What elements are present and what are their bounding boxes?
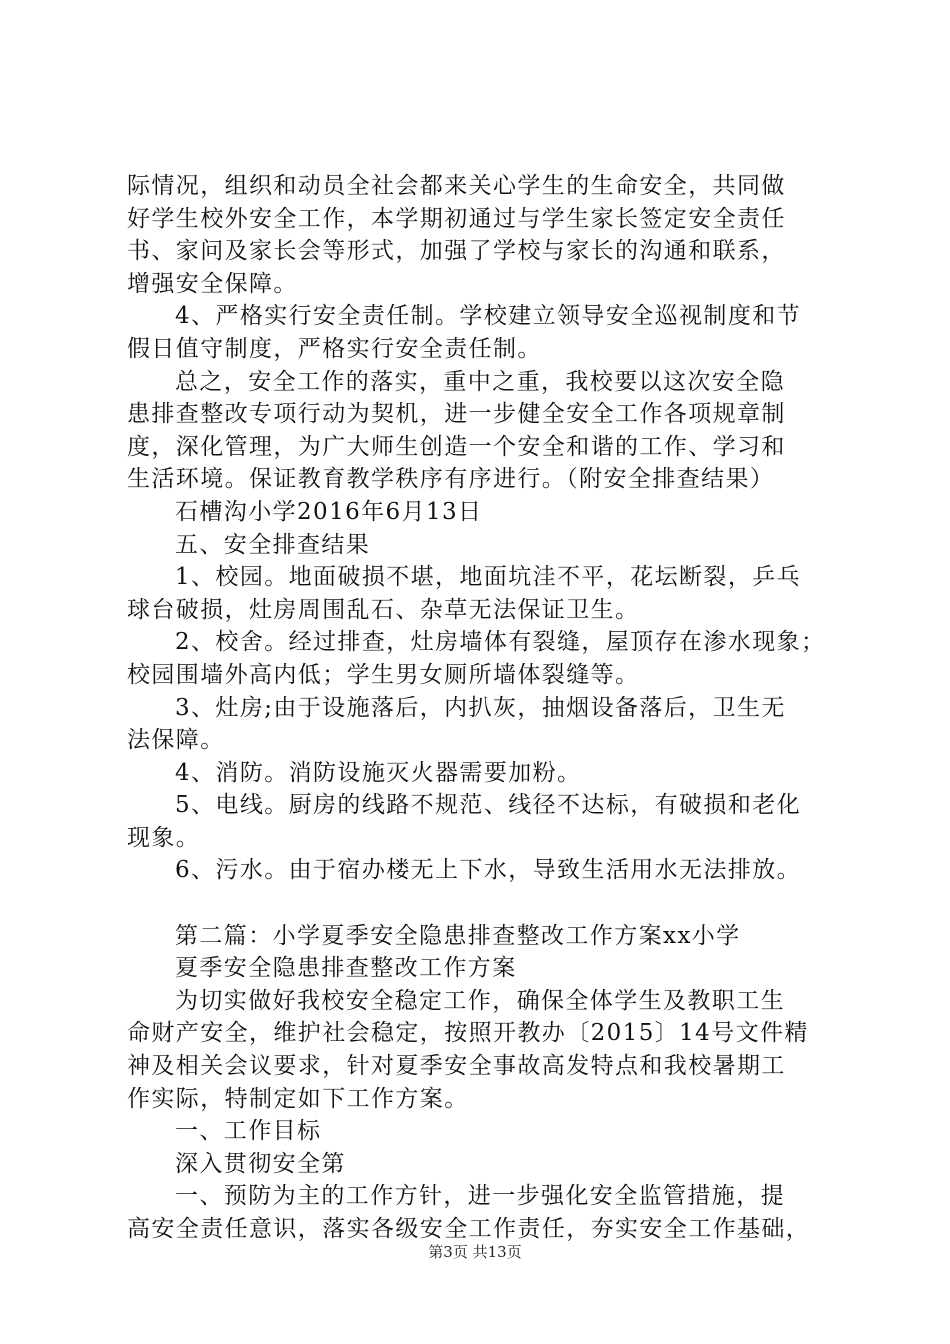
text-line: 神及相关会议要求，针对夏季安全事故高发特点和我校暑期工	[127, 1053, 786, 1080]
text-line: 一、预防为主的工作方针，进一步强化安全监管措施，提	[175, 1183, 785, 1210]
text-line: 为切实做好我校安全稳定工作，确保全体学生及教职工生	[175, 987, 785, 1014]
text-line: 6、污水。由于宿办楼无上下水，导致生活用水无法排放。	[175, 857, 802, 884]
text-line: 患排查整改专项行动为契机，进一步健全安全工作各项规章制	[127, 401, 786, 428]
text-line: 球台破损，灶房周围乱石、杂草无法保证卫生。	[127, 596, 640, 623]
text-line: 5、电线。厨房的线路不规范、线径不达标，有破损和老化	[175, 792, 802, 819]
section-heading: 五、安全排查结果	[175, 531, 371, 558]
text-line: 命财产安全，维护社会稳定，按照开教办〔2015〕14号文件精	[127, 1020, 809, 1047]
text-line: 生活环境。保证教育教学秩序有序进行。（附安全排查结果）	[127, 466, 775, 493]
page-footer: 第3页 共13页	[428, 1243, 522, 1261]
chapter-heading: 第二篇：小学夏季安全隐患排查整改工作方案xx小学	[175, 922, 741, 949]
text-line: 1、校园。地面破损不堪，地面坑洼不平，花坛断裂，乒乓	[175, 564, 802, 591]
text-line: 2、校舍。经过排查，灶房墙体有裂缝，屋顶存在渗水现象；	[175, 629, 826, 656]
signature-date: 石槽沟小学2016年6月13日	[175, 498, 483, 525]
document-body	[127, 170, 832, 1246]
text-line: 增强安全保障。	[127, 270, 298, 297]
text-line: 4、严格实行安全责任制。学校建立领导安全巡视制度和节	[175, 303, 802, 330]
text-line: 现象。	[127, 824, 201, 851]
text-line: 书、家问及家长会等形式，加强了学校与家长的沟通和联系，	[127, 238, 786, 265]
text-line: 际情况，组织和动员全社会都来关心学生的生命安全，共同做	[127, 173, 786, 199]
section-heading: 一、工作目标	[175, 1118, 322, 1145]
text-line: 作实际，特制定如下工作方案。	[127, 1085, 469, 1112]
text-line: 校园围墙外高内低；学生男女厕所墙体裂缝等。	[127, 661, 640, 688]
text-line: 深入贯彻安全第	[175, 1150, 346, 1177]
text-line: 4、消防。消防设施灭火器需要加粉。	[175, 759, 582, 786]
text-line: 法保障。	[127, 727, 225, 754]
text-line: 度，深化管理，为广大师生创造一个安全和谐的工作、学习和	[127, 433, 786, 460]
text-line: 3、灶房;由于设施落后，内扒灰，抽烟设备落后，卫生无	[175, 694, 786, 721]
paragraph-gap	[127, 887, 832, 920]
text-line: 高安全责任意识，落实各级安全工作责任，夯实安全工作基础，	[127, 1216, 811, 1242]
text-line: 假日值守制度，严格实行安全责任制。	[127, 335, 542, 362]
text-line: 总之，安全工作的落实，重中之重，我校要以这次安全隐	[175, 368, 785, 395]
text-line: 好学生校外安全工作，本学期初通过与学生家长签定安全责任	[127, 205, 786, 232]
document-title: 夏季安全隐患排查整改工作方案	[175, 955, 517, 982]
